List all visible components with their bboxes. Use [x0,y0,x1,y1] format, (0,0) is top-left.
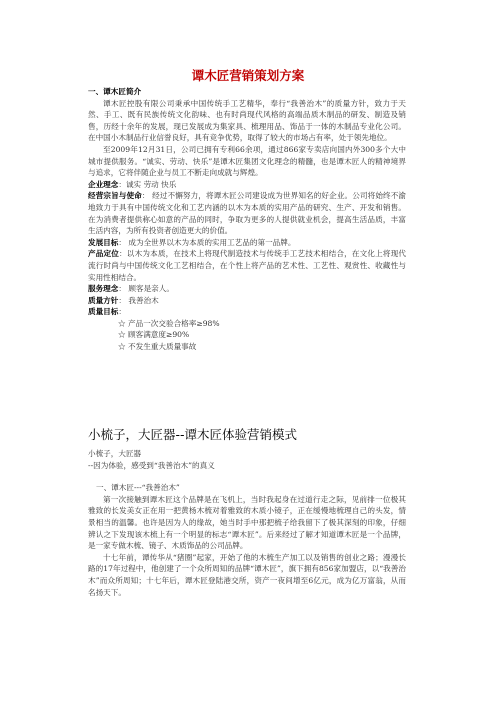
value: ：诚实 劳动 快乐 [118,179,177,189]
section-2-body [88,448,406,598]
label: 质量方针 [88,295,119,305]
paragraph: 第一次接触到谭木匠这个品牌是在飞机上，当时我起身在过道行走之际，见前排一位极其雅致的长发美女正在用一把黄杨木梳对着雅致的木质小镜子，正在缓慢地梳理自己的头发，情景相当的温馨。也许是因为人的缘故，她当时手中那把梳子给我留下了极其深刻的印象，仔细辨认之下发现该木梳上有一个明显的标志“谭木匠”。后来经过了解才知道谭木匠是一个品牌，是一家专做木梳、镜子、木质饰品的公司品牌。 [88,494,406,551]
positioning-line [88,248,406,283]
goal-item: ☆ 产品一次交验合格率≥98% [118,318,220,328]
dev-goal-line [88,237,406,249]
section-intro [88,86,406,353]
value: ： 我善治木 [118,295,159,305]
service-line [88,283,406,295]
value: ： 经过不懈努力，将谭木匠公司建设成为世界知名的好企业。公司将始终不渝地致力于具有中国传统文化和工艺内涵的以木为本质的实用产品的研究、生产、开发和销售。在为消费者提供称心如意的产品的同时，争取为更多的人提供就业机会，提高生活品质，丰富生活内容，为所有投资者创造更大的价值。 [88,191,406,236]
label: 产品定位 [88,249,120,259]
label: 服务理念 [88,284,119,294]
value: ： 成为全世界以木为本质的实用工艺品的第一品牌。 [118,237,296,247]
section-heading: 一、谭木匠简介 [88,87,142,96]
quality-goal-line [88,306,406,318]
mission-line [88,190,406,236]
value: ： 顾客是亲人。 [118,284,174,294]
label: 企业理念 [88,179,119,189]
paragraph: 至2009年12月31日，公司已拥有专利66余项，通过866家专卖店向国内外300多个大中城市提供服务。“诚实、劳动、快乐”是谭木匠集团文化理念的精髓，也是谭木匠人的精神境界与追求，它将伴随企业与员工不断走向成就与辉煌。 [88,144,406,178]
subsection-heading: 一、谭木匠---“我善治木” [96,483,180,493]
label: 质量目标 [88,307,119,317]
paragraph: 谭木匠控股有限公司秉承中国传统手工艺精华，奉行“我善治木”的质量方针，致力于天然、手工、既有民族传统文化韵味、也有时尚现代风格的高端品质木制品的研发、制造及销售，历经十余年的发展，现已发展成为集家具、梳理用品、饰品于一体的木制品专业化公司。在中国小木制品行业信誉良好，具有竞争优势，取得了较大的市场占有率，处于领先地位。 [88,98,406,143]
quality-policy-line [88,295,406,307]
goal-item: ☆ 不发生重大质量事故 [118,342,197,352]
subtitle: 小梳子，大匠器 [88,449,142,458]
value: ：以木为本质，在技术上将现代制造技术与传统手工艺技术相结合，在文化上将现代流行时尚与中国传统文化工艺相结合，在个性上将产品的艺术性、工艺性、观赏性、收藏性与实用性相结合。 [88,249,407,282]
subtitle: --因为体验，感受到“我善治木”的真义 [88,460,215,470]
label: 经营宗旨与使命 [88,191,142,201]
philosophy-line [88,179,406,191]
label: 发展目标 [88,237,119,247]
paragraph: 十七年前，谭传华从“猪圈”起家，开始了他的木梳生产加工以及销售的创业之路；漫漫长路的17年过程中，他创建了一个众所周知的品牌“谭木匠”，旗下拥有856家加盟店，以“我善治木”而众所周知；十七年后，谭木匠登陆港交所，资产一夜间增至6亿元，成为亿万富翁，从而名扬天下。 [88,552,406,597]
goal-item: ☆ 顾客满意度≥90% [118,330,190,340]
section-2-heading: 小梳子，大匠器--谭木匠体验营销模式 [88,427,298,442]
document-title: 谭木匠营销策划方案 [191,68,305,83]
value: ： [118,307,126,317]
